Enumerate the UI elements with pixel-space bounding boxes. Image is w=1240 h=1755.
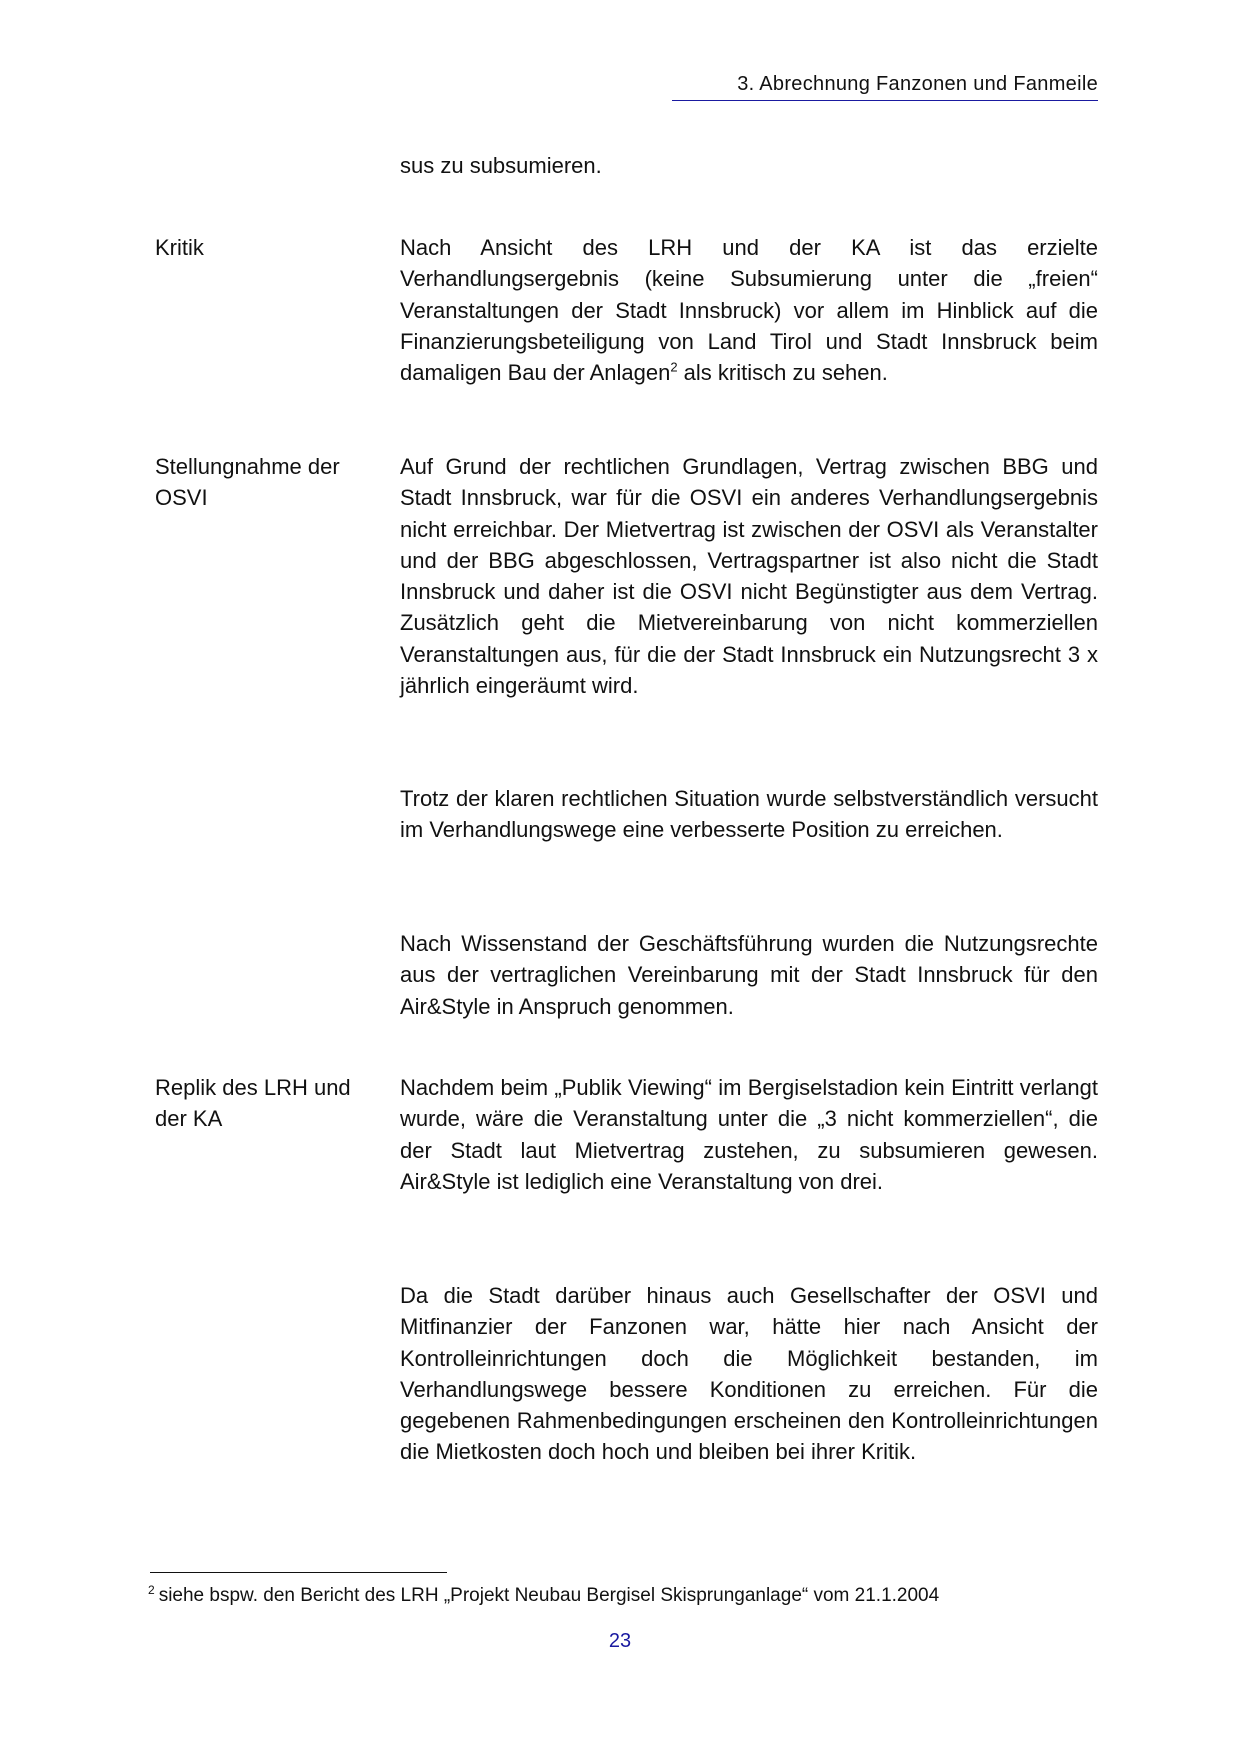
kritik-paragraph: [400, 232, 1098, 388]
stellungnahme-paragraph-2: Trotz der klaren rechtlichen Situation wurde selbstverständlich versucht im Verhandlungswege eine verbesserte Position zu erreichen.: [400, 786, 1098, 843]
footnote-text: siehe bspw. den Bericht des LRH „Projekt Neubau Bergisel Skisprunganlage“ vom 21.1.2004: [158, 1585, 940, 1606]
stellungnahme-label: Stellungnahme der OSVI: [155, 454, 340, 510]
kritik-text: Nach Ansicht des LRH und der KA ist das erzielte Verhandlungsergebnis (keine Subsumierung unter die „freien“ Veranstaltungen der Stadt Innsbruck) vor allem im Hinblick auf die Finanzierungsbeteiligung von Land Tirol und Stadt Innsbruck beim damaligen Bau der Anlagen: [400, 235, 1098, 386]
footnote-number: 2: [148, 1582, 155, 1597]
stellungnahme-paragraph-1: Auf Grund der rechtlichen Grundlagen, Vertrag zwischen BBG und Stadt Innsbruck, war für die OSVI ein anderes Verhandlungsergebnis nicht erreichbar. Der Mietvertrag ist zwischen der OSVI als Veranstalter und der BBG abgeschlossen, Vertragspartner ist also nicht die Stadt Innsbruck und daher ist die OSVI nicht Begünstigter aus dem Vertrag. Zusätzlich geht die Mietvereinbarung von nicht kommerziellen Veranstaltungen aus, für die der Stadt Innsbruck ein Nutzungsrecht 3 x jährlich eingeräumt wird.: [400, 454, 1098, 699]
intro-paragraph: sus zu subsumieren.: [400, 153, 602, 178]
header-rule: [672, 100, 1098, 101]
kritik-text-end: als kritisch zu sehen.: [677, 360, 888, 386]
stellungnahme-paragraph-3: Nach Wissenstand der Geschäftsführung wurden die Nutzungsrechte aus der vertraglichen Vereinbarung mit der Stadt Innsbruck für den Air&Style in Anspruch genommen.: [400, 931, 1098, 1019]
replik-label: Replik des LRH und der KA: [155, 1075, 351, 1131]
kritik-label: Kritik: [155, 235, 204, 260]
footnote-rule: [150, 1572, 447, 1573]
replik-paragraph-2: Da die Stadt darüber hinaus auch Gesellschafter der OSVI und Mitfinanzier der Fanzonen war, hätte hier nach Ansicht der Kontrolleinrichtungen doch die Möglichkeit bestanden, im Verhandlungswege bessere Konditionen zu erreichen. Für die gegebenen Rahmenbedingungen erscheinen den Kontrolleinrichtungen die Mietkosten doch hoch und bleiben bei ihrer Kritik.: [400, 1283, 1098, 1465]
page-number: 23: [608, 1630, 632, 1652]
replik-paragraph-1: Nachdem beim „Publik Viewing“ im Bergiselstadion kein Eintritt verlangt wurde, wäre die Veranstaltung unter die „3 nicht kommerziellen“, die der Stadt laut Mietvertrag zustehen, zu subsumieren gewesen. Air&Style ist lediglich eine Veranstaltung von drei.: [400, 1075, 1098, 1194]
footnote-reference: 2: [670, 359, 678, 375]
running-header: 3. Abrechnung Fanzonen und Fanmeile: [737, 73, 1098, 95]
footnote: [148, 1584, 1098, 1608]
